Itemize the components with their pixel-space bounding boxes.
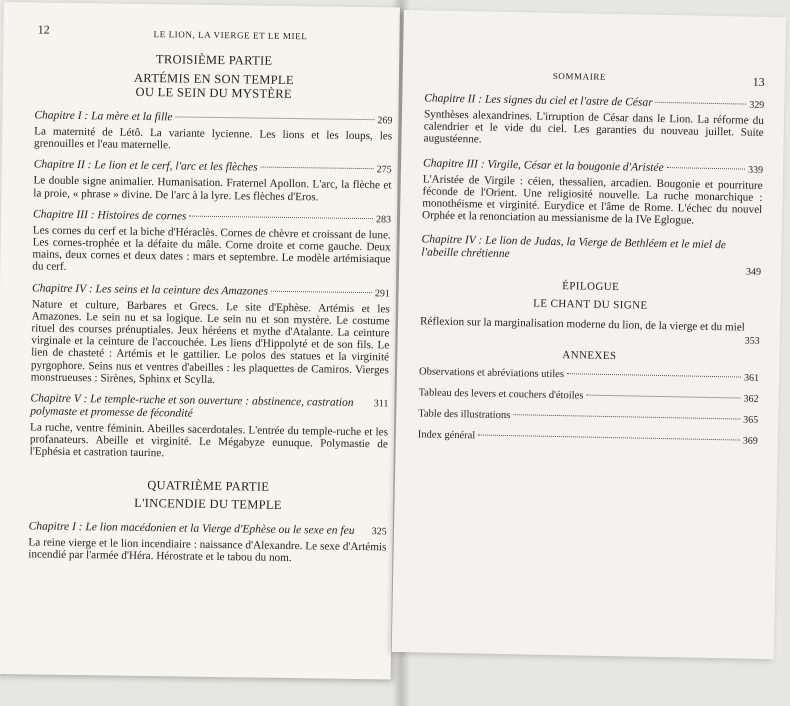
annex-title: Observations et abréviations utiles <box>418 365 565 380</box>
chapter-page: 349 <box>745 267 762 279</box>
chapter-title: Chapitre II : Les signes du ciel et l'astre de César <box>424 92 653 109</box>
leader-dots <box>667 167 745 170</box>
chapter-title: Chapitre III : Histoires de cornes <box>32 208 187 223</box>
running-head-right: SOMMAIRE <box>552 70 607 82</box>
chapter-summary: Les cornes du cerf et la biche d'Héraclès. Cornes de chèvre et croissant de lune. Les cornes-trophée et la défaite du mâle. Corne droite et corne gauche. Deux mains, deux cornes et deux dates : mars et septembre. Le modèle artémisiaque du cerf. <box>32 224 391 274</box>
epilogue-label: ÉPILOGUE <box>562 280 620 294</box>
chapter-heading <box>29 520 387 538</box>
leader-dots <box>189 215 373 219</box>
chapter-heading <box>32 282 390 300</box>
epilogue-text: Réflexion sur la marginalisation moderne du lion, de la vierge et du miel <box>419 315 745 335</box>
annex-page: 365 <box>743 414 759 426</box>
annex-title: Table des illustrations <box>418 407 511 421</box>
page-number-left: 12 <box>37 22 50 37</box>
chapter-title: Chapitre III : Virgile, César et la bougonie d'Aristée <box>422 157 664 174</box>
leader-dots <box>567 373 741 377</box>
toc-entry[interactable] <box>30 392 389 463</box>
toc-entry[interactable] <box>421 234 762 279</box>
leader-dots <box>175 116 374 120</box>
chapter-title: Chapitre II : Le lion et le cerf, l'arc et les flèches <box>33 158 258 174</box>
part-three-title-line2: OU LE SEIN DU MYSTÈRE <box>135 84 292 102</box>
toc-entry[interactable] <box>420 316 760 347</box>
annex-title: Index général <box>417 428 476 442</box>
annex-item[interactable] <box>418 429 758 447</box>
toc-entry[interactable] <box>34 109 393 154</box>
chapter-title: Chapitre I : Le lion macédonien et la Vierge d'Ephèse ou le sexe en feu <box>28 520 355 537</box>
annex-page: 361 <box>743 372 760 384</box>
chapter-title: Chapitre IV : Les seins et la ceinture des Amazones <box>31 282 269 298</box>
toc-entry[interactable] <box>423 92 764 151</box>
chapter-page: 291 <box>374 287 391 300</box>
part-four-title: L'INCENDIE DU TEMPLE <box>134 495 282 512</box>
chapter-page: 283 <box>375 214 392 226</box>
toc-entry[interactable] <box>33 159 392 204</box>
chapter-page: 275 <box>376 164 392 176</box>
chapter-summary: Synthèses alexandrines. L'irruption de César dans le Lion. La réforme du calendrier et le vide du ciel. Les garanties du nouveau juillet. Suite augustéenne. <box>423 108 765 146</box>
leader-dots <box>513 414 740 419</box>
chapter-summary: L'Aristée de Virgile : céien, thessalien, arcadien. Bougonie et pourriture féconde de l'Orient. Une religiosité nouvelle. La ruche monarchique : monothéisme et virginité. Eurydice et l'âme de Rome. L'échec du nouvel Orphée et la renonciation au messianisme de la IVe Eglogue. <box>421 173 763 227</box>
leader-dots <box>656 102 747 105</box>
chapter-title: Chapitre V : Le temple-ruche et son ouverture : abstinence, castration polymaste et promesse de fécondité <box>30 392 354 420</box>
chapter-page: 269 <box>377 115 393 127</box>
chapter-page: 311 <box>373 398 389 410</box>
epilogue-page: 353 <box>744 335 760 347</box>
annex-item[interactable] <box>419 366 759 384</box>
toc-entry[interactable] <box>28 520 387 565</box>
annex-title: Tableau des levers et couchers d'étoiles <box>418 386 584 402</box>
chapter-summary: La reine vierge et le lion incendiaire : naissance d'Alexandre. Le sexe d'Artémis incendié par l'armée d'Héra. Hérostrate et le tabou du nom. <box>28 536 387 564</box>
part-four-label: QUATRIÈME PARTIE <box>147 477 270 494</box>
chapter-page: 325 <box>371 525 387 538</box>
chapter-heading <box>30 392 388 423</box>
annex-page: 362 <box>743 393 759 405</box>
chapter-summary: Le double signe animalier. Humanisation. Fraternel Apollon. L'arc, la flèche et la proie, « phrase » divine. De l'arc à la lyre. Les flèches d'Eros. <box>33 174 392 204</box>
chapter-summary: La maternité de Létô. La variante lycienne. Les lions et les loups, les grenouilles et l'eau maternelle. <box>33 125 393 152</box>
running-head-left: LE LION, LA VIERGE ET LE MIEL <box>153 29 308 42</box>
annex-page: 369 <box>742 435 758 447</box>
chapter-title: Chapitre I : La mère et la fille <box>34 109 173 124</box>
leader-dots <box>271 290 372 292</box>
chapter-page: 339 <box>747 164 764 176</box>
toc-entry[interactable] <box>422 157 763 228</box>
chapter-title: Chapitre IV : Le lion de Judas, la Vierge de Bethléem et le miel de l'abeille chrétienne <box>421 233 727 261</box>
part-three-title-line1: ARTÉMIS EN SON TEMPLE <box>133 70 294 88</box>
leader-dots <box>478 434 740 440</box>
page-number-right: 13 <box>752 74 765 89</box>
toc-entry[interactable] <box>31 282 390 388</box>
left-page <box>0 2 400 679</box>
chapter-summary: Nature et culture, Barbares et Grecs. Le site d'Ephèse. Artémis et les Amazones. Le sein nu et sa logique. Le sein nu et son mystère. Le costume rituel des courses prénuptiales. Jeux héréens et mythe d'Atalante. La ceinture virginale et la ceinture de l'accouchée. Les liens d'Hippolyté et de son fils. Le lien de chasteté : Artémis et le gattilier. Le polos des statues et la virginité pyrgophore. Seins nus et ventres d'abeilles : les plaquettes de Camiros. Vierges monstrueuses : Sirènes, Sphinx et Scylla. <box>30 298 390 386</box>
chapter-heading <box>33 208 391 226</box>
annexes-label: ANNEXES <box>562 348 617 362</box>
toc-right-content <box>418 92 765 446</box>
part-three-label: TROISIÈME PARTIE <box>155 52 273 68</box>
chapter-summary: La ruche, ventre féminin. Abeilles sacerdotales. L'entrée du temple-ruche et les profanateurs. Abeille et virginité. Le Mégabyze eunuque. Polymastie de l'Ephésia et castration taurine. <box>29 421 389 460</box>
epilogue-title: LE CHANT DU SIGNE <box>533 297 648 313</box>
toc-left-content <box>28 50 393 565</box>
chapter-heading <box>34 159 392 177</box>
right-page <box>392 10 786 659</box>
leader-dots <box>586 394 740 398</box>
leader-dots <box>261 167 374 170</box>
annex-item[interactable] <box>418 408 758 426</box>
chapter-heading <box>34 109 392 127</box>
annex-item[interactable] <box>419 387 759 405</box>
chapter-page: 329 <box>749 99 765 111</box>
toc-entry[interactable] <box>32 208 391 278</box>
